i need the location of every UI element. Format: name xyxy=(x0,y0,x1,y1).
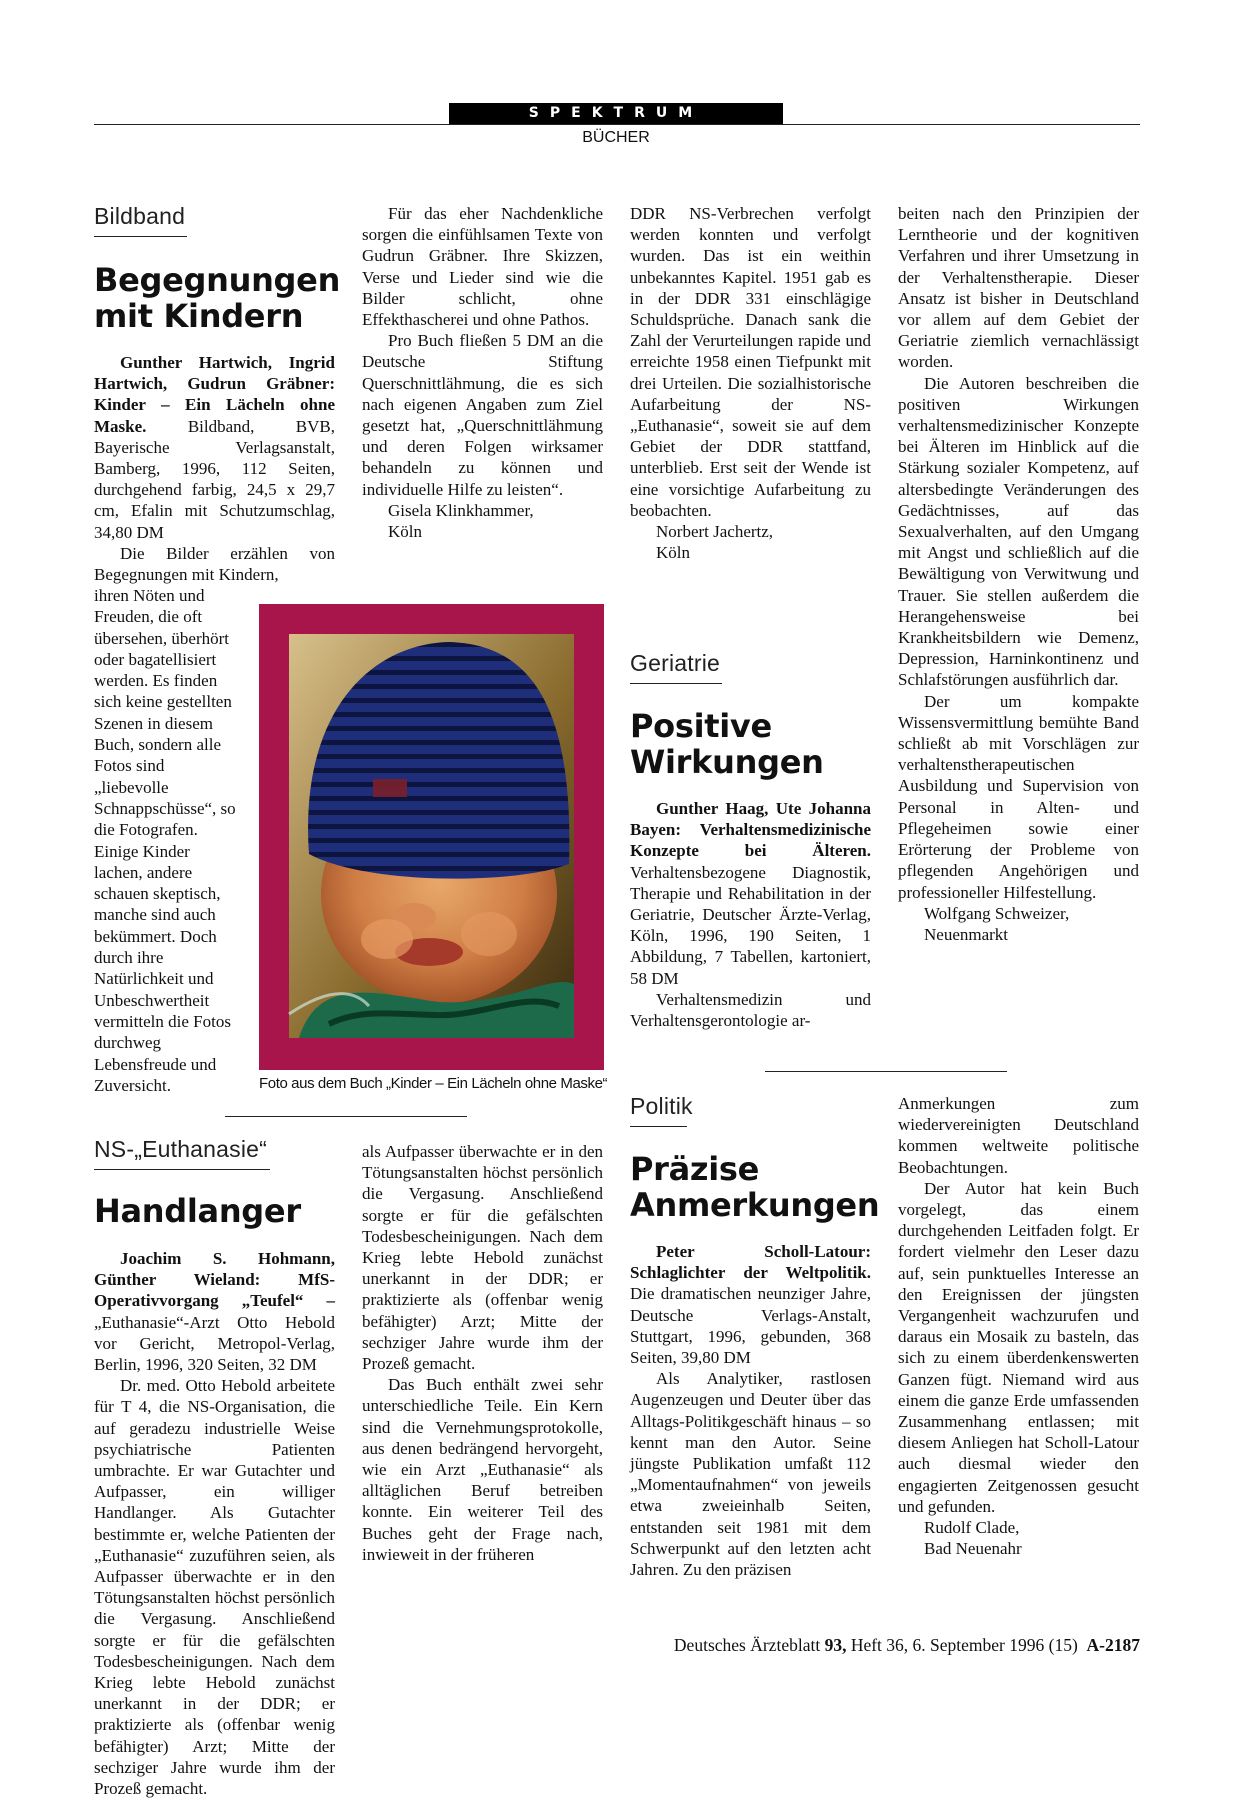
author-place: Köln xyxy=(656,543,690,563)
body-paragraph: Pro Buch fließen 5 DM an die Deutsche Stiftung Querschnittlähmung, die es sich nach eigenen Angaben zum Ziel gesetzt hat, „Querschnittlähmung und deren Folgen wirksamer behandeln zu können und individuelle Hilfe zu leisten“. xyxy=(362,331,603,499)
body-paragraph-wrap: ihren Nöten und Freuden, die oft übersehen, überhört oder bagatellisiert werden. Es finden sich keine gestellten Szenen in diesem Buch, sondern alle Fotos sind „liebevolle Schnappschüsse“, so die Fotografen. Einige Kinder lachen, andere schauen skeptisch, manche sind auch bekümmert. Doch durch ihre Natürlichkeit und Unbeschwertheit vermitteln die Fotos durchweg Lebensfreude und Zuversicht. xyxy=(94,586,236,1095)
page-footer xyxy=(674,1635,1140,1656)
kicker-ns-euthanasie: NS-„Euthanasie“ xyxy=(94,1136,270,1170)
book-reference: Peter Scholl-Latour: Schlaglichter der Weltpolitik. Die dramatischen neunziger Jahre, Deutsche Verlags-Anstalt, Stuttgart, 1996, gebunden, 368 Seiten, 39,80 DM xyxy=(630,1242,871,1368)
article-ns-col1 xyxy=(94,1248,335,1799)
body-paragraph: Das Buch enthält zwei sehr unterschiedliche Teile. Ein Kern sind die Vernehmungsprotokolle, aus denen bedrängend hervorgeht, wie ein Arzt „Euthanasie“ als alltäglichen Beruf betreiben konnte. Ein weiterer Teil des Buches geht der Frage nach, inwieweit in der früheren xyxy=(362,1375,603,1564)
author-name: Rudolf Clade, xyxy=(924,1518,1020,1538)
headline-bildband: Begegnungen mit Kindern xyxy=(94,261,341,335)
section-bar xyxy=(449,103,783,124)
author-name: Gisela Klinkhammer, xyxy=(388,500,534,520)
child-photo-image xyxy=(289,634,574,1038)
footer-volume: 93, xyxy=(824,1635,847,1655)
body-paragraph-cont: als Aufpasser überwachte er in den Tötungsanstalten höchst persönlich die Vergasung. Anschließend sorgte er für die gefälschten Todesbescheinigungen. Nach dem Krieg lebte Hebold zunächst unerkannt in der DDR; er praktizierte als (offenbar wenig befähigter) Arzt; Mitte der sechziger Jahre wurde ihm der Prozeß gemacht. xyxy=(362,1142,603,1374)
footer-journal: Deutsches Ärzteblatt xyxy=(673,1635,825,1655)
book-reference: Gunther Hartwich, Ingrid Hartwich, Gudrun Gräbner: Kinder – Ein Lächeln ohne Maske. Bildband, BVB, Bayerische Verlagsanstalt, Bamberg, 1996, 112 Seiten, durchgehend farbig, 24,5 x 29,7 cm, Efalin mit Schutzumschlag, 34,80 DM xyxy=(94,353,335,542)
headline-ns-euthanasie: Handlanger xyxy=(94,1192,301,1230)
header-rule xyxy=(94,124,1140,125)
author-name: Norbert Jachertz, xyxy=(656,522,774,542)
article-geriatrie-col3 xyxy=(630,798,871,1031)
author-place: Neuenmarkt xyxy=(924,924,1009,944)
body-paragraph: Die Autoren beschreiben die positiven Wirkungen verhaltensmedizinischer Konzepte bei Älteren im Hinblick auf die Stärkung sozialer Kompetenz, auf altersbedingte Veränderungen des Gedächtnisses, auf das Sexualverhalten, auf den Umgang mit Angst und schließlich auf die Bewältigung von Verwitwung und Trauer. Sie stellen außerdem die Herangehensweise bei Krankheitsbildern wie Demenz, Depression, Harninkontinenz und Schlafstörungen ausführlich dar. xyxy=(898,373,1139,690)
article-bildband-col2 xyxy=(362,203,603,542)
section-title: SPEKTRUM xyxy=(528,105,704,121)
body-paragraph-cont: beiten nach den Prinzipien der Lerntheorie und der kognitiven Verfahren und ihrer Umsetzung in der Verhaltenstherapie. Dieser Ansatz ist bisher in Deutschland vor allem auf dem Gebiet der Geriatrie ziemlich vernachlässigt worden. xyxy=(898,204,1139,372)
article-bildband-col1 xyxy=(94,352,335,585)
headline-politik: Präzise Anmerkungen xyxy=(630,1150,880,1224)
author-place: Köln xyxy=(388,522,422,542)
article-politik-col3 xyxy=(630,1241,871,1601)
body-paragraph: Als Analytiker, rastlosen Augenzeugen und Deuter über das Alltags-Politikgeschäft hinaus – so kennt man den Autor. Seine jüngste Publikation umfaßt 112 „Momentaufnahmen“ von jeweils etwa zweieinhalb Seiten, entstanden seit 1981 mit dem Schwerpunkt auf den letzten acht Jahren. Zu den präzisen xyxy=(630,1369,871,1580)
footer-issue: Heft 36, 6. September 1996 (15) xyxy=(846,1635,1078,1655)
article-ns-col2 xyxy=(362,1141,603,1565)
article-ns-col3 xyxy=(630,203,871,563)
body-paragraph-lead: Die Bilder erzählen von Begegnungen mit Kindern, xyxy=(94,543,335,585)
body-paragraph: Der um kompakte Wissensvermittlung bemühte Band schließt ab mit Vorschlägen zur verhaltenstherapeutischen Ausbildung und Supervision von Personal in Alten- und Pflegeheimen sowie einer Erörterung der Probleme von pflegenden Angehörigen und professioneller Hilfestellung. xyxy=(898,691,1139,902)
kicker-geriatrie: Geriatrie xyxy=(630,650,722,684)
photo-caption: Foto aus dem Buch „Kinder – Ein Lächeln ohne Maske“ xyxy=(259,1075,608,1092)
article-bildband-wrap xyxy=(94,585,240,1096)
article-separator xyxy=(765,1071,1007,1072)
article-politik-col4 xyxy=(898,1093,1139,1559)
author-place: Bad Neuenahr xyxy=(924,1539,1022,1559)
child-photo xyxy=(289,634,574,1038)
author-name: Wolfgang Schweizer, xyxy=(924,903,1070,923)
subsection-title: BÜCHER xyxy=(582,129,650,146)
article-separator xyxy=(225,1116,467,1117)
body-paragraph: Für das eher Nachdenkliche sorgen die einfühlsamen Texte von Gudrun Gräbner. Ihre Skizzen, Verse und Lieder sind wie die Bilder schlicht, ohne Effekthascherei und ohne Pathos. xyxy=(362,204,603,330)
book-reference: Joachim S. Hohmann, Günther Wieland: MfS-Operativvorgang „Teufel“ – „Euthanasie“-Arzt Otto Hebold vor Gericht, Metropol-Verlag, Berlin, 1996, 320 Seiten, 32 DM xyxy=(94,1249,335,1375)
body-paragraph: Verhaltensmedizin und Verhaltensgerontologie ar- xyxy=(630,989,871,1031)
book-reference: Gunther Haag, Ute Johanna Bayen: Verhaltensmedizinische Konzepte bei Älteren. Verhaltensbezogene Diagnostik, Therapie und Rehabilitation in der Geriatrie, Deutscher Ärzte-Verlag, Köln, 1996, 190 Seiten, 1 Abbildung, 7 Tabellen, kartoniert, 58 DM xyxy=(630,799,871,988)
body-paragraph: Der Autor hat kein Buch vorgelegt, das einem durchgehenden Leitfaden folgt. Er fordert vielmehr den Leser dazu auf, sein punktuelles Interesse an den Ereignissen der jüngsten Vergangenheit wachzurufen und daraus ein Mosaik zu basteln, das sich zu einem überdenkenswerten Ganzen fügt. Niemand wird aus einem die ganze Erde umfassenden Zusammenhang entlassen; mit diesem Anliegen hat Scholl-Latour auch diesmal wieder den engagierten Zeitgenossen gesucht und gefunden. xyxy=(898,1178,1139,1516)
article-geriatrie-col4 xyxy=(898,203,1139,945)
photo-frame xyxy=(259,604,604,1070)
body-paragraph: Dr. med. Otto Hebold arbeitete für T 4, die NS-Organisation, die auf geradezu industrielle Weise psychiatrische Patienten umbrachte. Er war Gutachter und Aufpasser, ein williger Handlanger. Als Gutachter bestimmte er, welche Patienten der „Euthanasie“ zuzuführen seien, als Aufpasser überwachte er in den Tötungsanstalten höchst persönlich die Vergasung. Anschließend sorgte er für die gefälschten Todesbescheinigungen. Nach dem Krieg lebte Hebold zunächst unerkannt in der DDR; er praktizierte als (offenbar wenig befähigter) Arzt; Mitte der sechziger Jahre wurde ihm der Prozeß gemacht. xyxy=(94,1376,335,1799)
kicker-politik: Politik xyxy=(630,1093,687,1127)
body-paragraph-cont: DDR NS-Verbrechen verfolgt werden konnten und verfolgt wurden. Das ist ein weithin unbekanntes Kapitel. 1951 gab es in der DDR 331 einschlägige Schuldsprüche. Danach sank die Zahl der Verurteilungen rapide und erreichte 1958 einen Tiefpunkt mit drei Urteilen. Die sozialhistorische Aufarbeitung der NS-„Euthanasie“, soweit sie auf dem Gebiet der DDR stattfand, unterblieb. Erst seit der Wende ist eine vorsichtige Aufarbeitung zu beobachten. xyxy=(630,204,871,520)
footer-page-number: A-2187 xyxy=(1086,1635,1140,1655)
headline-geriatrie: Positive Wirkungen xyxy=(630,707,824,781)
kicker-bildband: Bildband xyxy=(94,203,187,237)
body-paragraph-cont: Anmerkungen zum wiedervereinigten Deutschland kommen weltweite politische Beobachtungen. xyxy=(898,1094,1139,1177)
